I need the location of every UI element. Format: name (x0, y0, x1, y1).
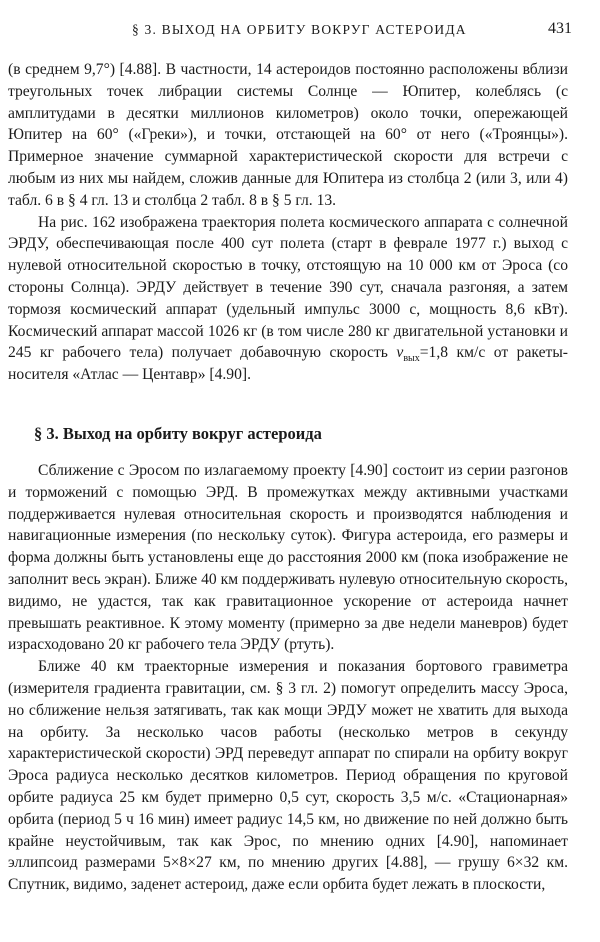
text-block-section (8, 460, 568, 896)
paragraph-approach-eros: Сближение с Эросом по излагаемому проекту [4.90] состоит из серии разгонов и торможений с помощью ЭРД. В промежутках между активными участками поддерживается нулевая относительная скорость и производятся наблюдения и навигационные измерения (по нескольку суток). Фигура астероида, его размеры и форма должны быть установлены еще до расстояния 2000 км (пока изображение не заполнит весь экран). Ближе 40 км поддерживать нулевую относительную скорость, видимо, не удастся, так как гравитационное ускорение от астероида начнет превышать реактивное. К этому моменту (примерно за две недели маневров) будет израсходовано 20 кг рабочего тела ЭРДУ (ртуть). (8, 462, 568, 654)
paragraph-eros-trajectory-text: На рис. 162 изображена траектория полета космического аппарата с солнечной ЭРДУ, обеспечивающая после 400 сут полета (старт в феврале 1977 г.) выход с нулевой относительной скоростью в точку, отстоящую на 10 000 км от Эроса (со стороны Солнца). ЭРДУ действует в течение 390 сут, сначала разгоняя, а затем тормозя космический аппарат (удельный импульс 3000 с, мощность 8,6 кВт). Космический аппарат массой 1026 кг (в том числе 280 кг двигательной установки и 245 кг рабочего тела) получает добавочную скорость (8, 213, 568, 362)
page-header (0, 8, 600, 48)
section-heading: § 3. Выход на орбиту вокруг астероида (34, 424, 322, 443)
velocity-symbol: v (396, 344, 404, 362)
velocity-subscript: вых (403, 353, 420, 365)
running-head: § 3. ВЫХОД НА ОРБИТУ ВОКРУГ АСТЕРОИДА (132, 22, 467, 37)
page-number: 431 (548, 20, 572, 37)
paragraph-asteroid-groups: (в среднем 9,7°) [4.88]. В частности, 14 астероидов постоянно расположены вблизи треугольных точек либрации системы Солнце — Юпитер, колеблясь (с амплитудами в десятки миллионов километров) около точки, опережающей Юпитер на 60° («Греки»), и точки, отстающей на 60° от него («Троянцы»). Примерное значение суммарной характеристической скорости для встречи с любым из них мы найдем, сложив данные для Юпитера из столбца 2 (или 3, или 4) табл. 6 в § 4 гл. 13 и столбца 2 табл. 8 в § 5 гл. 13. (8, 61, 568, 209)
velocity-tail: =1,8 км/с от ракеты-носителя «Атлас — Центавр» [4.90]. (8, 344, 568, 384)
paragraph-orbit-insertion: Ближе 40 км траекторные измерения и показания бортового гравиметра (измерителя градиента гравитации, см. § 3 гл. 2) помогут определить массу Эроса, но сближение нельзя затягивать, так как мощи ЭРДУ может не хватить для выхода на орбиту. За несколько часов работы (несколько метров в секунду характеристической скорости) ЭРД переведут аппарат по спирали на орбиту вокруг Эроса радиуса несколько десятков километров. Период обращения по круговой орбите радиуса 25 км будет примерно 0,5 сут, скорость 3,5 м/с. «Стационарная» орбита (период 5 ч 16 мин) имеет радиус 14,5 км, но движение по ней должно быть крайне неустойчивым, так как Эрос, по мнению одних [4.90], напоминает эллипсоид размерами 5×8×27 км, по мнению других [4.88], — грушу 6×32 км. Спутник, видимо, заденет астероид, даже если орбита будет лежать в плоскости, (8, 658, 568, 894)
text-block-top (8, 59, 568, 386)
paragraph-eros-trajectory (8, 212, 568, 386)
